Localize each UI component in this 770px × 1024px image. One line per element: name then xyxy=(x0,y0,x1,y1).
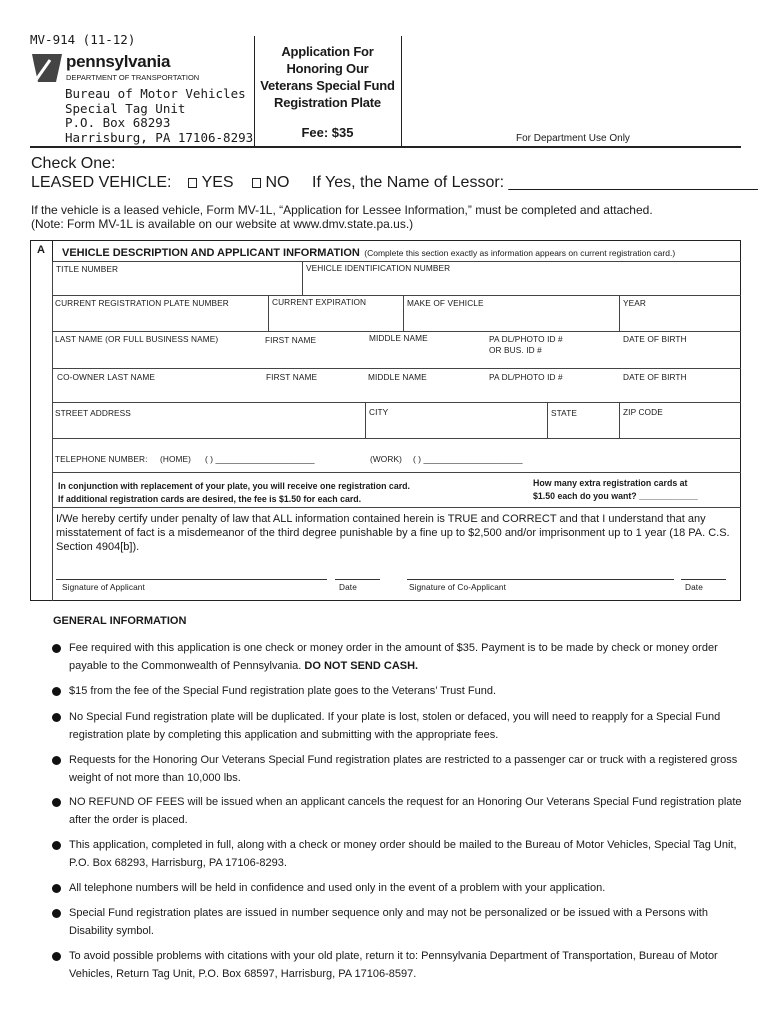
expiration-label: CURRENT EXPIRATION xyxy=(272,297,367,307)
bullet-icon xyxy=(52,798,61,807)
mailing-address xyxy=(65,87,253,145)
plate-number-input[interactable] xyxy=(53,308,267,330)
lease-note xyxy=(31,204,746,231)
year-input[interactable] xyxy=(620,308,740,330)
bullet-icon xyxy=(52,713,61,722)
replacement-card-notice xyxy=(58,480,410,505)
bullet-icon xyxy=(52,884,61,893)
info-item: Requests for the Honoring Our Veterans Special Fund registration plates are restricted to a passenger car or truck with a registered gross weight of not more than 10,000 lbs. xyxy=(69,754,738,784)
info-item: NO REFUND OF FEES will be issued when an applicant cancels the request for an Honoring Our Veterans Special Fund registration plate after the order is placed. xyxy=(69,796,742,826)
lessor-name-field[interactable]: If Yes, the Name of Lessor: ____________________________ xyxy=(312,174,758,191)
vin-label: VEHICLE IDENTIFICATION NUMBER xyxy=(306,263,451,273)
zip-input[interactable] xyxy=(620,418,740,437)
section-title-note: (Complete this section exactly as information appears on current registration card.) xyxy=(364,248,676,258)
sig-applicant-label: Signature of Applicant xyxy=(62,582,145,592)
city-label: CITY xyxy=(369,407,389,417)
home-phone-input[interactable]: ( ) _____________________ xyxy=(205,454,315,464)
address-line: Harrisburg, PA 17106-8293 xyxy=(65,129,254,145)
work-phone-input[interactable]: ( ) _____________________ xyxy=(413,454,523,464)
year-label: YEAR xyxy=(623,298,646,308)
coapplicant-date-field[interactable] xyxy=(681,560,726,578)
bullet-icon xyxy=(52,952,61,961)
leased-no-row xyxy=(252,174,289,192)
info-item: To avoid possible problems with citations with your old plate, return it to: Pennsylvania Department of Transportation, Bureau of Motor Vehicles, Return Tag Unit, P.O. Box 68597, Harrisburg, PA 17106-8597. xyxy=(69,950,718,980)
date-label: Date xyxy=(685,582,703,592)
agency-name: pennsylvania xyxy=(66,52,171,71)
make-label: MAKE OF VEHICLE xyxy=(407,298,484,308)
co-owner-last-label: CO-OWNER LAST NAME xyxy=(57,372,155,382)
check-one-heading: Check One: xyxy=(31,155,116,172)
bullet-icon xyxy=(52,909,61,918)
leased-vehicle-row xyxy=(31,174,234,192)
first-name-label: FIRST NAME xyxy=(265,335,317,345)
plate-number-label: CURRENT REGISTRATION PLATE NUMBER xyxy=(55,298,229,308)
co-first-name-label: FIRST NAME xyxy=(266,372,318,382)
state-input[interactable] xyxy=(548,418,618,437)
bus-id-label: OR BUS. ID # xyxy=(489,345,542,355)
bullet-icon xyxy=(52,687,61,696)
do-not-send-cash: DO NOT SEND CASH. xyxy=(304,659,419,672)
date-label: Date xyxy=(339,582,357,592)
city-input[interactable] xyxy=(366,418,546,437)
title-line: Honoring Our xyxy=(286,61,369,76)
address-line: P.O. Box 68293 xyxy=(65,115,171,131)
lease-note-line: (Note: Form MV-1L is available on our website at www.dmv.state.pa.us.) xyxy=(31,216,414,231)
bullet-icon xyxy=(52,644,61,653)
agency-subtitle: DEPARTMENT OF TRANSPORTATION xyxy=(66,73,200,82)
info-item: Special Fund registration plates are issued in number sequence only and may not be personalized or be issued with a Persons with Disability symbol. xyxy=(69,907,708,937)
leased-vehicle-label: LEASED VEHICLE: xyxy=(31,174,172,191)
co-dob-label: DATE OF BIRTH xyxy=(623,372,687,382)
info-item: This application, completed in full, along with a check or money order should be mailed to the Bureau of Motor Vehicles, Special Tag Unit, P.O. Box 68293, Harrisburg, PA 17106-8293. xyxy=(69,839,737,869)
sig-coapplicant-label: Signature of Co-Applicant xyxy=(409,582,507,592)
extra-cards-line: How many extra registration cards at xyxy=(533,478,688,488)
home-label: (HOME) xyxy=(160,454,192,464)
section-a-title xyxy=(62,243,675,261)
section-title-text: VEHICLE DESCRIPTION AND APPLICANT INFORMATION xyxy=(62,247,360,259)
leased-yes-label: YES xyxy=(201,174,234,191)
title-line: Application For xyxy=(281,44,374,59)
lease-note-line: If the vehicle is a leased vehicle, Form MV-1L, “Application for Lessee Information,” must be completed and attached. xyxy=(31,203,653,217)
applicant-date-field[interactable] xyxy=(335,560,380,578)
replacement-line: In conjunction with replacement of your plate, you will receive one registration card. xyxy=(58,481,410,491)
general-info-heading: GENERAL INFORMATION xyxy=(53,615,187,627)
title-number-label: TITLE NUMBER xyxy=(56,264,119,274)
co-owner-input[interactable] xyxy=(53,383,739,401)
title-line: Veterans Special Fund xyxy=(260,78,395,93)
co-pa-dl-label: PA DL/PHOTO ID # xyxy=(489,372,563,382)
address-line: Bureau of Motor Vehicles xyxy=(65,86,246,101)
form-title xyxy=(254,43,401,111)
work-label: (WORK) xyxy=(370,454,402,464)
coapplicant-signature-field[interactable] xyxy=(407,560,674,578)
bullet-icon xyxy=(52,841,61,850)
leased-no-label: NO xyxy=(265,174,290,191)
applicant-signature-field[interactable] xyxy=(56,560,327,578)
applicant-name-input[interactable] xyxy=(53,345,739,367)
middle-name-label: MIDDLE NAME xyxy=(369,333,428,343)
info-item: $15 from the fee of the Special Fund registration plate goes to the Veterans’ Trust Fund. xyxy=(69,685,497,697)
title-number-input[interactable] xyxy=(53,274,301,294)
form-code: MV-914 (11-12) xyxy=(30,32,136,47)
info-item: All telephone numbers will be held in confidence and used only in the event of a problem with your application. xyxy=(69,882,606,894)
make-input[interactable] xyxy=(404,308,618,330)
zip-label: ZIP CODE xyxy=(623,407,663,417)
pennsylvania-keystone-logo xyxy=(30,50,64,84)
leased-no-checkbox[interactable] xyxy=(252,178,261,188)
extra-cards-question xyxy=(533,477,698,502)
address-line: Special Tag Unit xyxy=(65,100,186,116)
bullet-icon xyxy=(52,756,61,765)
state-label: STATE xyxy=(551,408,578,418)
info-item xyxy=(69,640,745,675)
street-label: STREET ADDRESS xyxy=(55,408,131,418)
department-use-label: For Department Use Only xyxy=(516,133,630,144)
vin-input[interactable] xyxy=(303,274,740,294)
leased-yes-checkbox[interactable] xyxy=(188,178,197,188)
certification-text: I/We hereby certify under penalty of law that ALL information contained herein is TRUE and CORRECT and that I understand that any misstatement of fact is a misdemeanor of the third degree punishable by a fine up to $2,500 and/or imprisonment up to 1 year (18 PA. C.S. Section 4904[b]). xyxy=(56,513,730,553)
co-middle-name-label: MIDDLE NAME xyxy=(368,372,427,382)
title-line: Registration Plate xyxy=(274,95,381,110)
pa-dl-label: PA DL/PHOTO ID # xyxy=(489,334,563,344)
expiration-input[interactable] xyxy=(269,308,402,330)
street-input[interactable] xyxy=(53,418,364,437)
extra-cards-input[interactable]: $1.50 each do you want? ____________ xyxy=(533,490,698,501)
info-item: No Special Fund registration plate will be duplicated. If your plate is lost, stolen or defaced, you will need to reapply for a Special Fund registration plate by completing this application and submitting with the appropriate fees. xyxy=(69,711,721,741)
dob-label: DATE OF BIRTH xyxy=(623,334,687,344)
last-name-label: LAST NAME (OR FULL BUSINESS NAME) xyxy=(55,334,219,344)
telephone-label: TELEPHONE NUMBER: xyxy=(55,454,148,464)
fee-label: Fee: $35 xyxy=(301,125,354,140)
section-letter: A xyxy=(37,244,45,256)
replacement-line: If additional registration cards are desired, the fee is $1.50 for each card. xyxy=(58,493,362,504)
info-item-text: Fee required with this application is one check or money order in the amount of $35. Payment is to be made by check or money order payable to the Commonwealth of Pennsylvania. xyxy=(69,642,718,672)
